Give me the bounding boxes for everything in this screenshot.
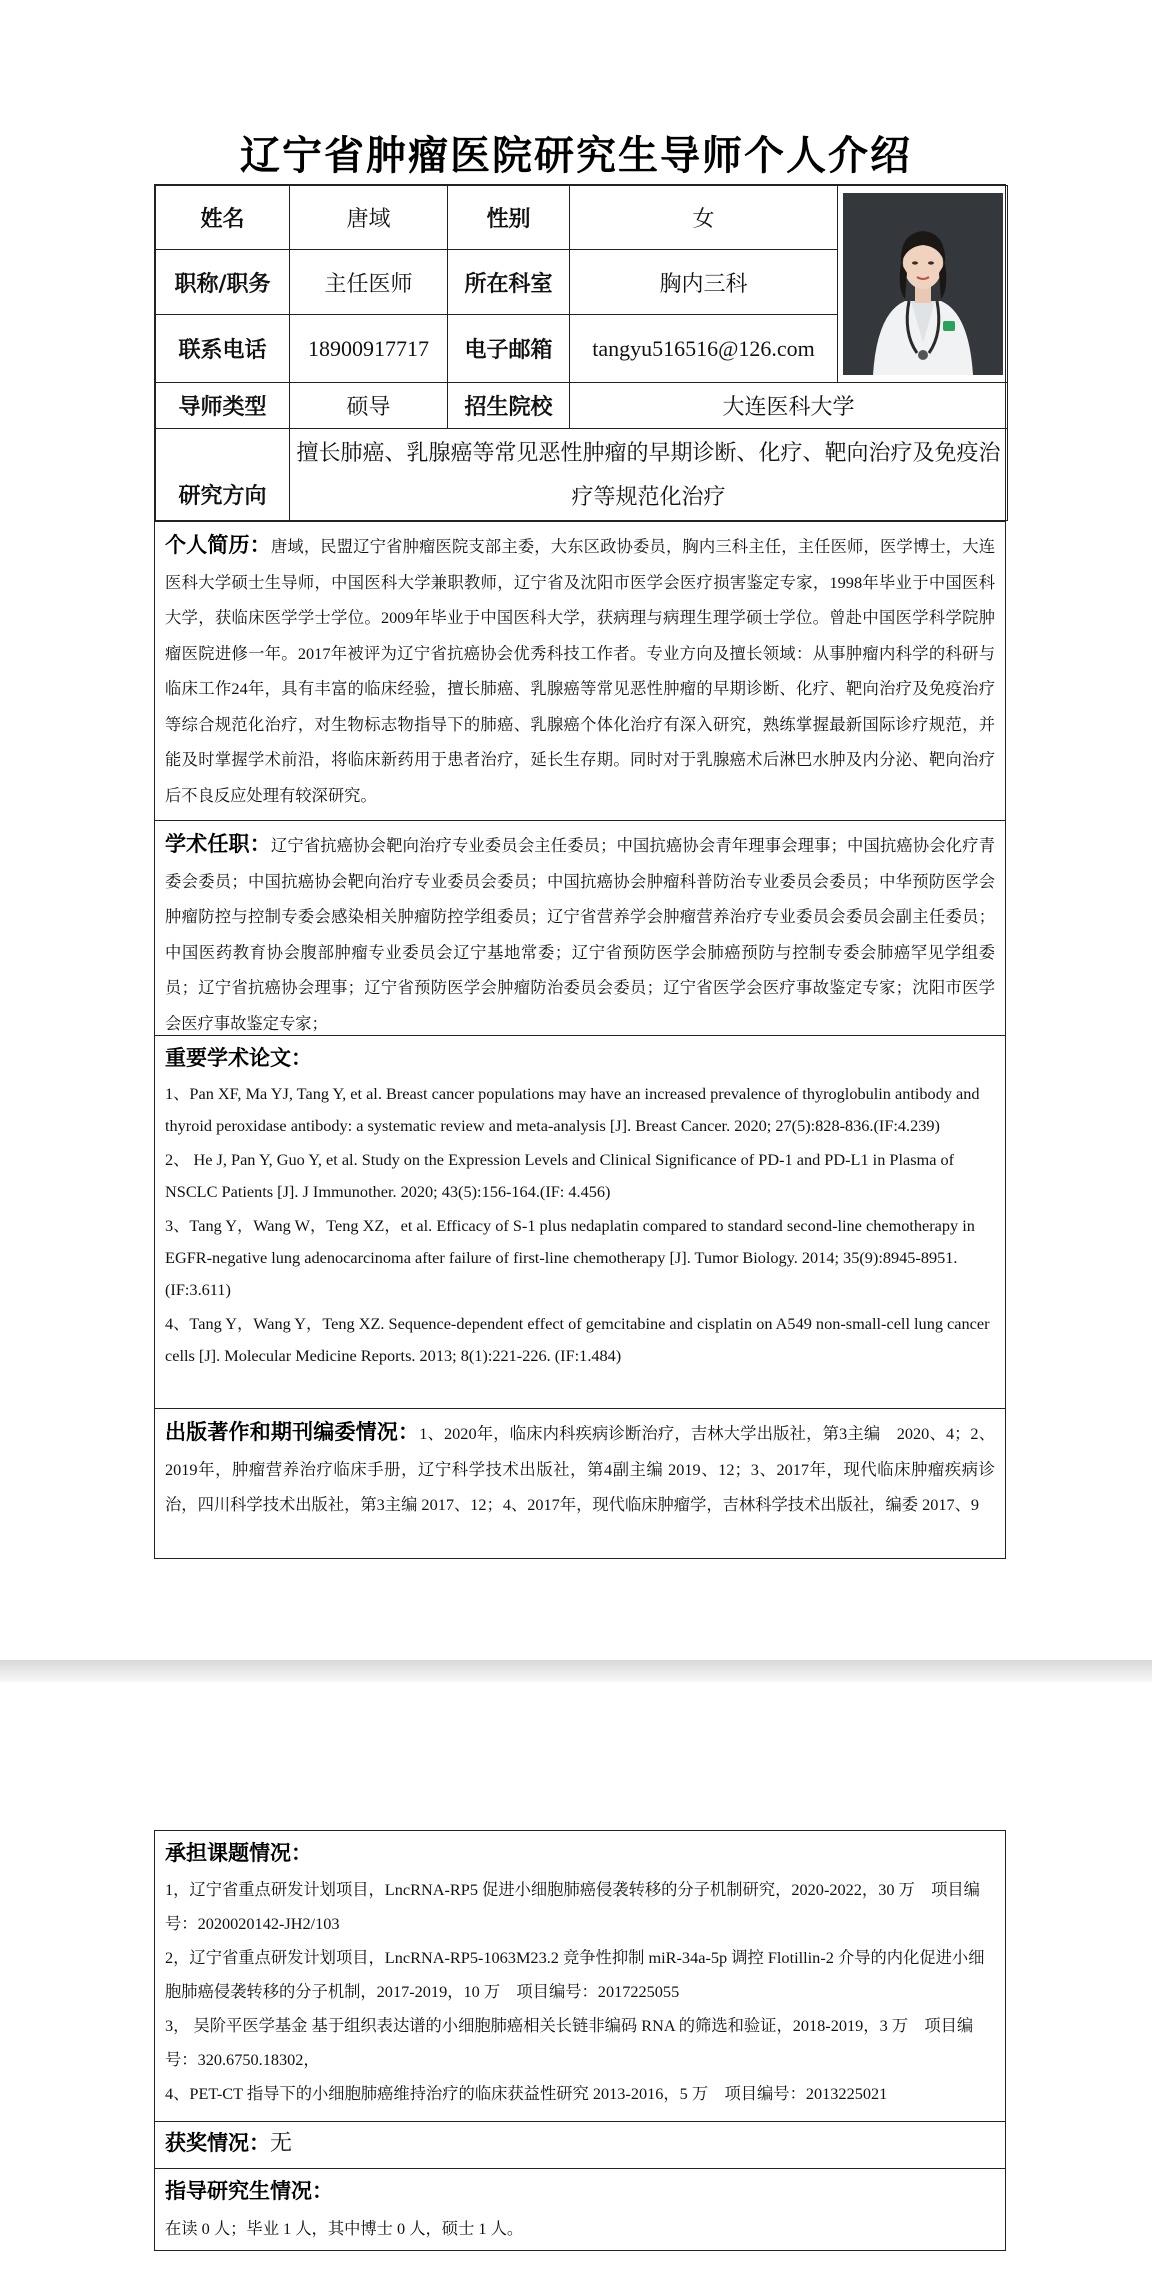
project-item: 1，辽宁省重点研发计划项目，LncRNA-RP5 促进小细胞肺癌侵袭转移的分子机制研究，2020-2022，30 万 项目编号：2020020142-JH2/103 [165,1880,980,1933]
profile-table [155,185,1008,521]
projects-section [155,1831,1005,2121]
dept-label: 所在科室 [448,250,570,315]
photo-cell [838,186,1008,383]
portrait-illustration [843,193,1003,375]
phone-value: 18900917717 [290,315,448,383]
dept-value: 胸内三科 [570,250,838,315]
awards-heading: 获奖情况： [165,2131,270,2155]
page-title: 辽宁省肿瘤医院研究生导师个人介绍 [240,133,912,179]
bio-heading: 个人简历： [165,533,271,557]
papers-heading: 重要学术论文： [165,1046,312,1070]
name-label: 姓名 [156,186,290,250]
project-item: 3， 吴阶平医学基金 基于组织表达谱的小细胞肺癌相关长链非编码 RNA 的筛选和验证，2018-2019，3 万 项目编号：320.6750.18302， [165,2016,974,2069]
students-text: 在读 0 人；毕业 1 人，其中博士 0 人，硕士 1 人。 [165,2219,524,2238]
title-value: 主任医师 [290,250,448,315]
paper-item: 4、Tang Y，Wang Y，Teng XZ. Sequence-dependent effect of gemcitabine and cisplatin on A549 non-small-cell lung cancer cells [J]. Molecular Medicine Reports. 2013; 8(1):221-226. (IF:1.484) [165,1314,990,1365]
papers-section [155,1035,1005,1408]
mentor-type-label: 导师类型 [156,383,290,429]
email-value: tangyu516516@126.com [570,315,838,383]
mentor-type-value: 硕导 [290,383,448,429]
awards-section [155,2121,1005,2168]
page-2 [0,1682,1152,2285]
paper-item: 1、Pan XF, Ma YJ, Tang Y, et al. Breast cancer populations may have an increased prevalence of thyroglobulin antibody and thyroid peroxidase antibody: a systematic review and meta-analysis [J]. Breast Cancer. 2020; 27(5):828-836.(IF:4.239) [165,1084,980,1135]
academic-heading: 学术任职： [165,832,271,856]
academic-text: 辽宁省抗癌协会靶向治疗专业委员会主任委员；中国抗癌协会青年理事会理事；中国抗癌协会化疗青委会委员；中国抗癌协会靶向治疗专业委员会委员；中国抗癌协会肿瘤科普防治专业委员会委员；中华预防医学会肿瘤防控与控制专委会感染相关肿瘤防控学组委员；辽宁省营养学会肿瘤营养治疗专业委员会委员会副主任委员；中国医药教育协会腹部肿瘤专业委员会辽宁基地常委；辽宁省预防医学会肺癌预防与控制专委会肺癌罕见学组委员；辽宁省抗癌协会理事；辽宁省预防医学会肿瘤防治委员会委员；辽宁省医学会医疗事故鉴定专家；沈阳市医学会医疗事故鉴定专家； [165,836,995,1033]
projects-form [154,1830,1006,2251]
students-section [155,2168,1005,2250]
page-separator [0,1660,1152,1682]
publications-section [155,1408,1005,1558]
phone-label: 联系电话 [156,315,290,383]
awards-text: 无 [270,2130,293,2155]
portrait-photo [843,193,1003,375]
title-label: 职称/职务 [156,250,290,315]
projects-heading: 承担课题情况： [165,1841,312,1865]
paper-item: 3、Tang Y，Wang W，Teng XZ，et al. Efficacy of S-1 plus nedaplatin compared to standard second-line chemotherapy in EGFR-negative lung adenocarcinoma after failure of first-line chemotherapy [J]. Tumor Biology. 2014; 35(9):8945-8951. (IF:3.611) [165,1216,975,1299]
bio-section [155,521,1005,820]
name-value: 唐域 [290,186,448,250]
students-heading: 指导研究生情况： [165,2179,333,2203]
email-label: 电子邮箱 [448,315,570,383]
gender-value: 女 [570,186,838,250]
school-label: 招生院校 [448,383,570,429]
academic-section [155,820,1005,1035]
bio-text: 唐域，民盟辽宁省肿瘤医院支部主委，大东区政协委员，胸内三科主任，主任医师，医学博士，大连医科大学硕士生导师，中国医科大学兼职教师，辽宁省及沈阳市医学会医疗损害鉴定专家，1998年毕业于中国医科大学，获临床医学学士学位。2009年毕业于中国医科大学，获病理与病理生理学硕士学位。曾赴中国医学科学院肿瘤医院进修一年。2017年被评为辽宁省抗癌协会优秀科技工作者。专业方向及擅长领域：从事肿瘤内科学的科研与临床工作24年，具有丰富的临床经验，擅长肺癌、乳腺癌等常见恶性肿瘤的早期诊断、化疗、靶向治疗及免疫治疗等综合规范化治疗，对生物标志物指导下的肺癌、乳腺癌个体化治疗有深入研究，熟练掌握最新国际诊疗规范，并能及时掌握学术前沿，将临床新药用于患者治疗，延长生存期。同时对于乳腺癌术后淋巴水肿及内分泌、靶向治疗后不良反应处理有较深研究。 [165,537,995,805]
profile-form [154,184,1006,1559]
publications-heading: 出版著作和期刊编委情况： [165,1420,420,1444]
project-item: 2，辽宁省重点研发计划项目，LncRNA-RP5-1063M23.2 竞争性抑制 miR-34a-5p 调控 Flotillin-2 介导的内化促进小细胞肺癌侵袭转移的分子机制，2017-2019，10 万 项目编号：2017225055 [165,1948,985,2001]
school-value: 大连医科大学 [570,383,1008,429]
paper-item: 2、 He J, Pan Y, Guo Y, et al. Study on the Expression Levels and Clinical Significance of PD-1 and PD-L1 in Plasma of NSCLC Patients [J]. J Immunother. 2020; 43(5):156-164.(IF: 4.456) [165,1150,955,1201]
project-item: 4、PET-CT 指导下的小细胞肺癌维持治疗的临床获益性研究 2013-2016，5 万 项目编号：2013225021 [165,2084,888,2103]
research-value: 擅长肺癌、乳腺癌等常见恶性肿瘤的早期诊断、化疗、靶向治疗及免疫治疗等规范化治疗 [290,429,1008,521]
gender-label: 性别 [448,186,570,250]
publications-text: 1、2020年，临床内科疾病诊断治疗，吉林大学出版社，第3主编 2020、4；2、2019年，肿瘤营养治疗临床手册，辽宁科学技术出版社，第4副主编 2019、12；3、2017年，现代临床肿瘤疾病诊治，四川科学技术出版社，第3主编 2017、12；4、2017年，现代临床肿瘤学，吉林科学技术出版社，编委 2017、9 [165,1424,996,1514]
research-label: 研究方向 [156,429,290,521]
